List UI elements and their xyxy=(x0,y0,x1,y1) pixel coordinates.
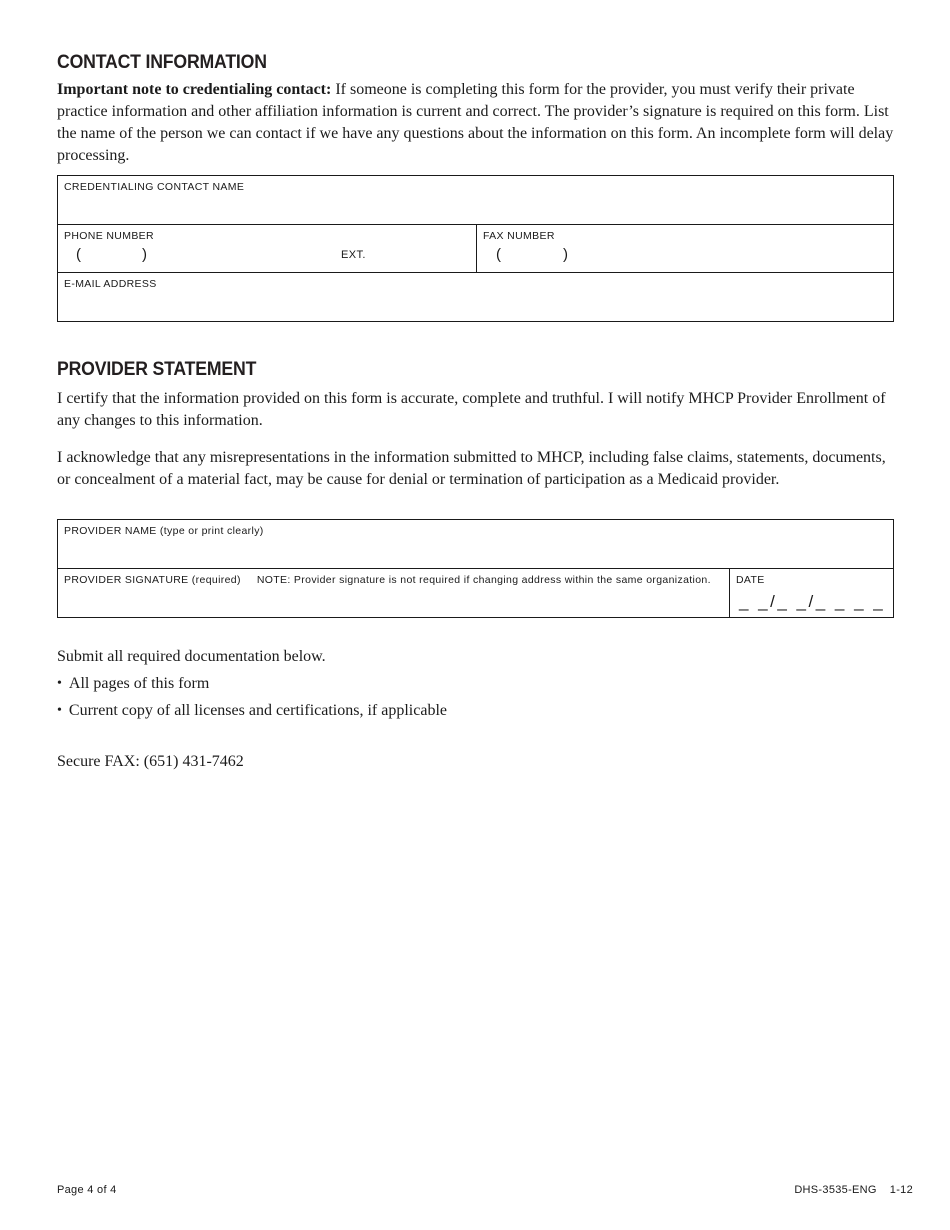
date-blanks: _ _/_ _/_ _ _ _ xyxy=(739,592,886,611)
date-field[interactable] xyxy=(729,569,893,617)
fax-number-field[interactable] xyxy=(476,225,893,272)
provider-statement-heading: PROVIDER STATEMENT xyxy=(57,359,257,380)
credentialing-contact-name-label: CREDENTIALING CONTACT NAME xyxy=(64,181,245,193)
bullet-item-text: Current copy of all licenses and certifications, if applicable xyxy=(68,702,447,719)
provider-name-label: PROVIDER NAME (type or print clearly) xyxy=(64,525,264,537)
provider-signature-label: PROVIDER SIGNATURE (required) xyxy=(64,574,241,586)
footer-page-number: Page 4 of 4 xyxy=(57,1184,117,1196)
phone-ext-label: EXT. xyxy=(341,249,366,261)
provider-signature-table xyxy=(57,519,894,618)
fax-paren-close: ) xyxy=(563,246,568,263)
bullet-item-text: All pages of this form xyxy=(68,675,210,692)
fax-paren-open: ( xyxy=(496,246,501,263)
email-address-label: E-MAIL ADDRESS xyxy=(64,278,157,290)
submit-documentation-intro: Submit all required documentation below. xyxy=(57,648,326,665)
contact-info-table xyxy=(57,175,894,322)
phone-paren-open: ( xyxy=(76,246,81,263)
provider-signature-note: NOTE: Provider signature is not required if changing address within the same organization. xyxy=(256,574,711,586)
bullet-item-licenses xyxy=(57,700,447,722)
page-footer xyxy=(57,1184,913,1196)
email-address-field[interactable] xyxy=(58,272,893,321)
footer-revision: 1-12 xyxy=(889,1184,913,1196)
provider-name-field[interactable] xyxy=(58,520,893,568)
provider-certify-paragraph: I certify that the information provided on this form is accurate, complete and truthful. I will notify MHCP Provider Enrollment of any changes to this information. xyxy=(57,390,886,429)
contact-information-heading: CONTACT INFORMATION xyxy=(57,52,267,73)
provider-signature-label-row xyxy=(64,574,711,586)
contact-intro-lead: Important note to credentialing contact: xyxy=(57,81,332,98)
date-label: DATE xyxy=(736,574,765,586)
provider-signature-field[interactable] xyxy=(58,569,729,617)
bullet-item-all-pages xyxy=(57,673,209,695)
contact-intro-body: If someone is completing this form for the provider, you must verify their private practice information and other affiliation information is current and correct. The provider’s signature is required on this form. List the name of the person we can contact if we have any questions about the information on this form. An incomplete form will delay processing. xyxy=(57,81,894,164)
footer-form-code: DHS-3535-ENG xyxy=(794,1184,877,1196)
secure-fax-line: Secure FAX: (651) 431-7462 xyxy=(57,753,244,770)
provider-acknowledge-paragraph: I acknowledge that any misrepresentations in the information submitted to MHCP, including false claims, statements, documents, or concealment of a material fact, may be cause for denial or termination of participation as a Medicaid provider. xyxy=(57,449,886,488)
contact-intro-paragraph xyxy=(57,79,897,167)
phone-number-label: PHONE NUMBER xyxy=(64,230,154,242)
credentialing-contact-name-field[interactable] xyxy=(58,176,893,224)
bullet-icon: • xyxy=(57,676,62,691)
phone-number-field[interactable] xyxy=(58,225,476,272)
footer-form-id xyxy=(794,1184,913,1196)
fax-number-label: FAX NUMBER xyxy=(483,230,555,242)
phone-paren-close: ) xyxy=(142,246,147,263)
bullet-icon: • xyxy=(57,703,62,718)
